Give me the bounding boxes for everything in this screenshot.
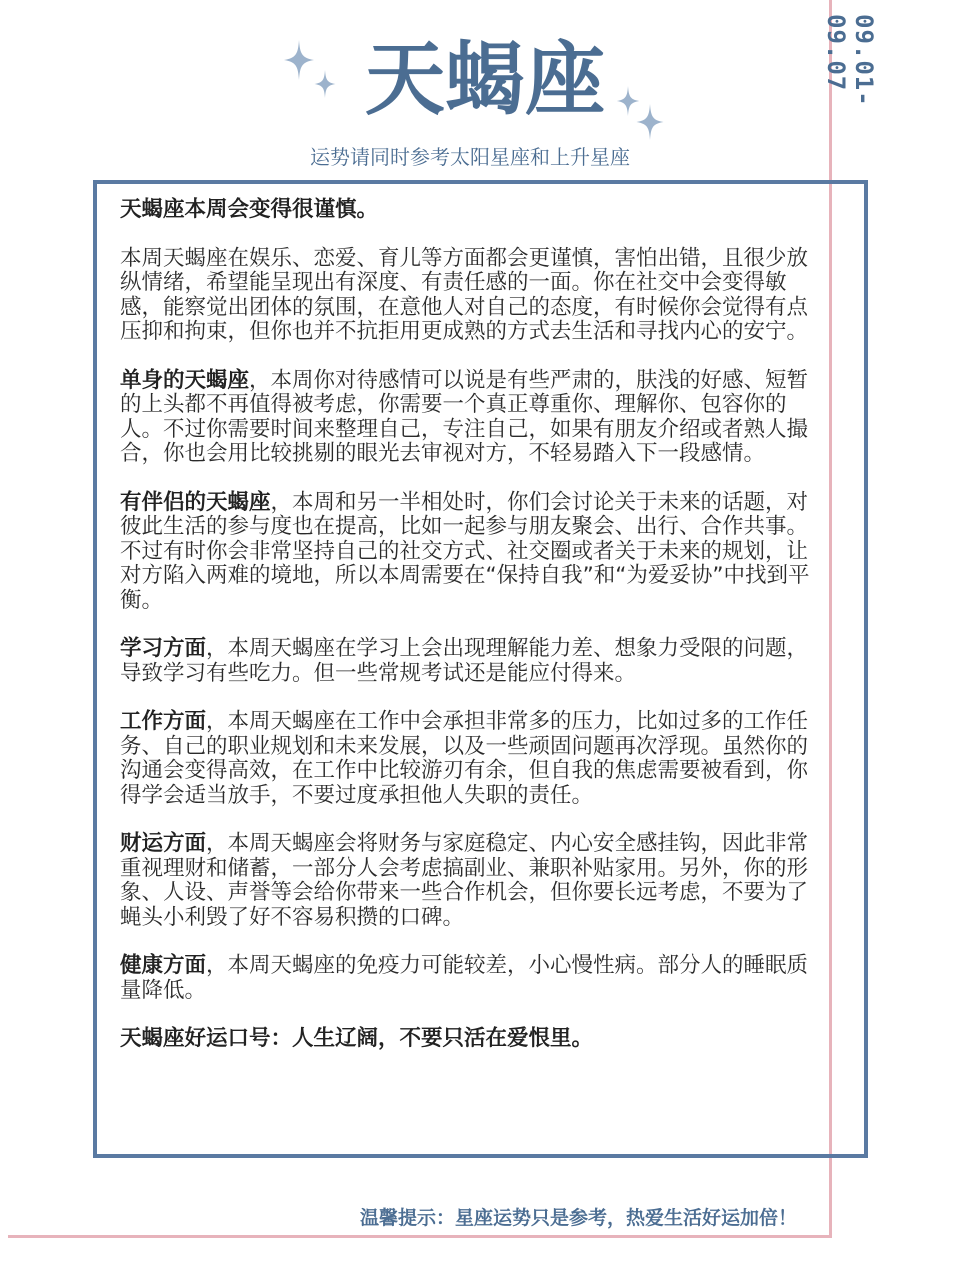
section-study: 学习方面，本周天蝎座在学习上会出现理解能力差、想象力受限的问题，导致学习有些吃力。但一些常规考试还是能应付得来。 (120, 636, 809, 686)
section-single: 单身的天蝎座，本周你对待感情可以说是有些严肃的，肤浅的好感、短暂的上头都不再值得被考虑，你需要一个真正尊重你、理解你、包容你的人。不过你需要时间来整理自己，专注自己，如果有朋友介绍或者熟人撮合，你也会用比较挑剔的眼光去审视对方，不轻易踏入下一段感情。 (120, 367, 809, 466)
page-title: 天蝎座 (365, 33, 605, 126)
intro-paragraph: 本周天蝎座在娱乐、恋爱、育儿等方面都会更谨慎，害怕出错，且很少放纵情绪，希望能呈现出有深度、有责任感的一面。你在社交中会变得敏感，能察觉出团体的氛围，在意他人对自己的态度，有时候你会觉得有点压抑和拘束，但你也并不抗拒用更成熟的方式去生活和寻找内心的安宁。 (120, 245, 809, 344)
section-label: 单身的天蝎座 (120, 367, 250, 393)
section-label: 工作方面 (120, 709, 207, 734)
horoscope-content (120, 198, 825, 1076)
sparkle-icon (314, 70, 336, 98)
subtitle: 运势请同时参考太阳星座和上升星座 (310, 145, 630, 169)
section-health: 健康方面，本周天蝎座的免疫力可能较差，小心慢性病。部分人的睡眠质量降低。 (120, 953, 809, 1003)
pink-horizontal-line (8, 1235, 832, 1238)
section-partnered: 有伴侣的天蝎座，本周和另一半相处时，你们会讨论关于未来的话题，对彼此生活的参与度也在提高，比如一起参与朋友聚会、出行、合作共事。不过有时你会非常坚持自己的社交方式、社交圈或者关于未来的规划，让对方陷入两难的境地，所以本周需要在“保持自我”和“为爱妥协”中找到平衡。 (120, 489, 810, 613)
lucky-slogan: 天蝎座好运口号：人生辽阔，不要只活在爱恨里。 (120, 1026, 594, 1051)
footer-tip: 温馨提示：星座运势只是参考，热爱生活好运加倍！ (360, 1207, 798, 1229)
section-label: 健康方面 (120, 953, 207, 978)
date-range: 09.01-09.07 (822, 14, 878, 107)
sparkle-icon (636, 104, 664, 140)
section-label: 学习方面 (120, 636, 207, 661)
section-finance: 财运方面，本周天蝎座会将财务与家庭稳定、内心安全感挂钩，因此非常重视理财和储蓄，一部分人会考虑搞副业、兼职补贴家用。另外，你的形象、人设、声誉等会给你带来一些合作机会，但你要长远考虑，不要为了蝇头小利毁了好不容易积攒的口碑。 (120, 831, 809, 930)
section-label: 有伴侣的天蝎座 (120, 489, 271, 515)
section-work: 工作方面，本周天蝎座在工作中会承担非常多的压力，比如过多的工作任务、自己的职业规划和未来发展，以及一些顽固问题再次浮现。虽然你的沟通会变得高效，在工作中比较游刃有余，但自我的焦虑需要被看到，你得学会适当放手，不要过度承担他人失职的责任。 (120, 709, 809, 808)
intro-heading: 天蝎座本周会变得很谨慎。 (120, 197, 379, 222)
section-label: 财运方面 (120, 831, 207, 856)
sparkle-icon (284, 40, 314, 80)
